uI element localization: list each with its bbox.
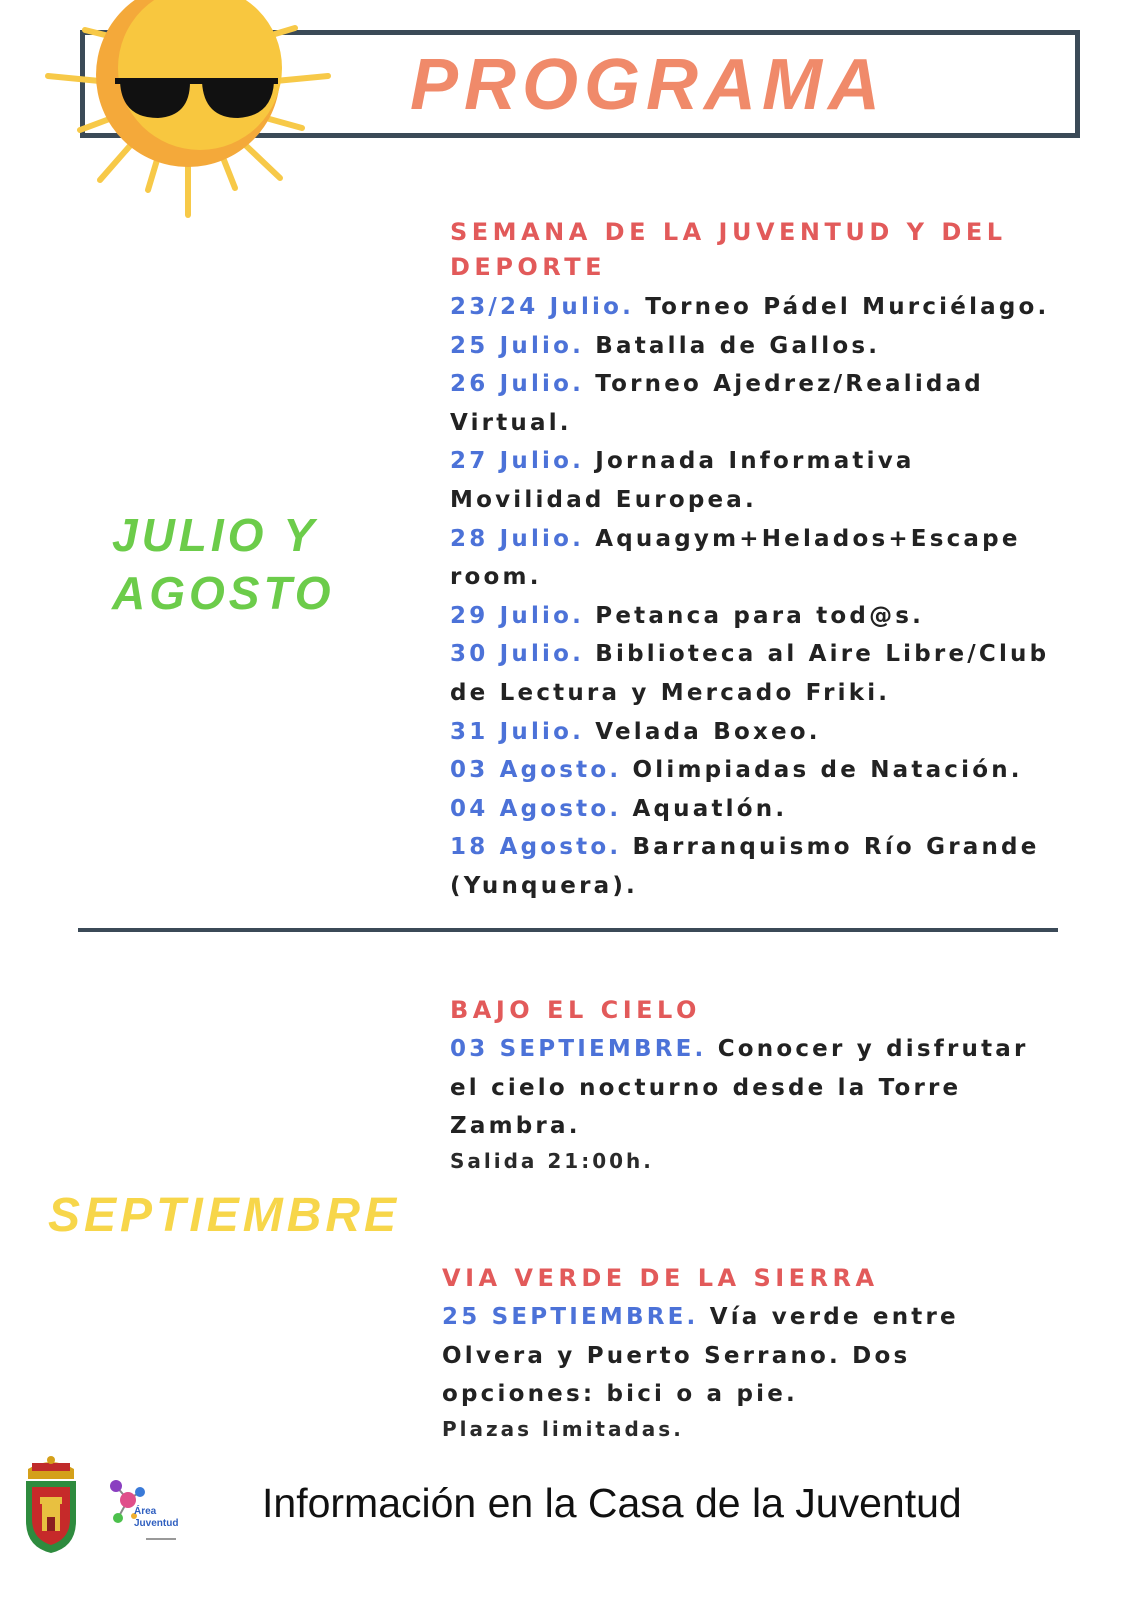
entry-line (450, 867, 1049, 906)
entry-text: Batalla de Gallos. (584, 332, 881, 359)
entry-date: 25 Julio. (450, 332, 585, 359)
entry-date: 25 SEPTIEMBRE. (442, 1304, 699, 1330)
entry-line (450, 713, 1049, 752)
entry-line (450, 597, 1049, 636)
entry-date: 30 Julio. (450, 641, 585, 668)
entry-text: Aquagym+Helados+Escape (584, 525, 1021, 552)
entry-line (450, 327, 1049, 366)
entry-line (450, 442, 1049, 481)
section2-note: Salida 21:00h. (450, 1149, 654, 1173)
entry-date: 27 Julio. (450, 448, 585, 475)
entry-line (450, 751, 1049, 790)
entry-line (450, 520, 1049, 559)
entry-text: Vía verde entre (698, 1304, 959, 1330)
entry-date: 18 Agosto. (450, 834, 622, 861)
municipal-crest-icon (22, 1455, 80, 1555)
section3-heading: VIA VERDE DE LA SIERRA (442, 1264, 879, 1292)
entry-line (450, 288, 1049, 327)
entry-text: Jornada Informativa (584, 448, 915, 475)
entry-text: Barranquismo Río Grande (621, 834, 1040, 861)
entry-text: Olvera y Puerto Serrano. Dos (442, 1342, 911, 1369)
entry-text: de Lectura y Mercado Friki. (450, 679, 891, 706)
section2-heading: BAJO EL CIELO (450, 996, 701, 1024)
section2-entries (450, 1030, 1029, 1146)
entry-line (450, 828, 1049, 867)
entry-text: opciones: bici o a pie. (442, 1381, 798, 1408)
entry-text: el cielo nocturno desde la Torre (450, 1074, 962, 1101)
entry-line (442, 1375, 959, 1414)
month-label-line: AGOSTO (112, 567, 335, 619)
entry-text: (Yunquera). (450, 872, 638, 899)
entry-date: 03 SEPTIEMBRE. (450, 1036, 707, 1062)
sun-sunglasses-icon (40, 0, 340, 225)
entry-text: Virtual. (450, 409, 572, 436)
entry-date: 31 Julio. (450, 718, 585, 745)
entry-text: room. (450, 564, 542, 591)
entry-text: Movilidad Europea. (450, 486, 757, 513)
entry-text: Petanca para tod@s. (584, 602, 925, 629)
section1-heading (450, 215, 1007, 285)
entry-text: Biblioteca al Aire Libre/Club (584, 641, 1050, 668)
entry-date: 23/24 Julio. (450, 294, 635, 320)
entry-date: 28 Julio. (450, 525, 585, 552)
page-title: PROGRAMA (410, 45, 886, 125)
area-juventud-logo (106, 1478, 196, 1548)
entry-line (450, 404, 1049, 443)
section3-note: Plazas limitadas. (442, 1417, 684, 1441)
section1-entries (450, 288, 1049, 906)
section1-heading-line: SEMANA DE LA JUVENTUD Y DEL (450, 218, 1007, 246)
section3-entries (442, 1298, 959, 1414)
entry-line (450, 1030, 1029, 1069)
entry-text: Torneo Ajedrez/Realidad (584, 371, 984, 398)
entry-text: Torneo Pádel Murciélago. (634, 294, 1050, 320)
area-juventud-label (134, 1506, 178, 1530)
entry-line (442, 1298, 959, 1337)
entry-line (450, 790, 1049, 829)
entry-line (450, 1069, 1029, 1108)
month-label-line: JULIO Y (112, 509, 319, 561)
entry-line (450, 1107, 1029, 1146)
entry-date: 26 Julio. (450, 371, 585, 398)
entry-text: Olimpiadas de Natación. (621, 757, 1023, 784)
entry-text: Aquatlón. (621, 795, 788, 822)
entry-text: Zambra. (450, 1113, 581, 1140)
entry-line (450, 635, 1049, 674)
entry-line (450, 481, 1049, 520)
entry-date: 03 Agosto. (450, 757, 622, 784)
logo-underline (146, 1538, 176, 1540)
logo-text: Juventud (134, 1518, 179, 1529)
entry-date: 29 Julio. (450, 602, 585, 629)
section-divider (78, 928, 1058, 932)
entry-text: Velada Boxeo. (584, 718, 821, 745)
month-label-julio-agosto (112, 506, 335, 622)
entry-text: Conocer y disfrutar (706, 1036, 1029, 1062)
entry-line (442, 1337, 959, 1376)
entry-date: 04 Agosto. (450, 795, 622, 822)
logo-text: Área (134, 1506, 157, 1517)
entry-line (450, 365, 1049, 404)
footer-info: Información en la Casa de la Juventud (262, 1480, 962, 1526)
month-label-septiembre: SEPTIEMBRE (48, 1189, 401, 1242)
entry-line (450, 558, 1049, 597)
section1-heading-line: DEPORTE (450, 253, 606, 281)
entry-line (450, 674, 1049, 713)
